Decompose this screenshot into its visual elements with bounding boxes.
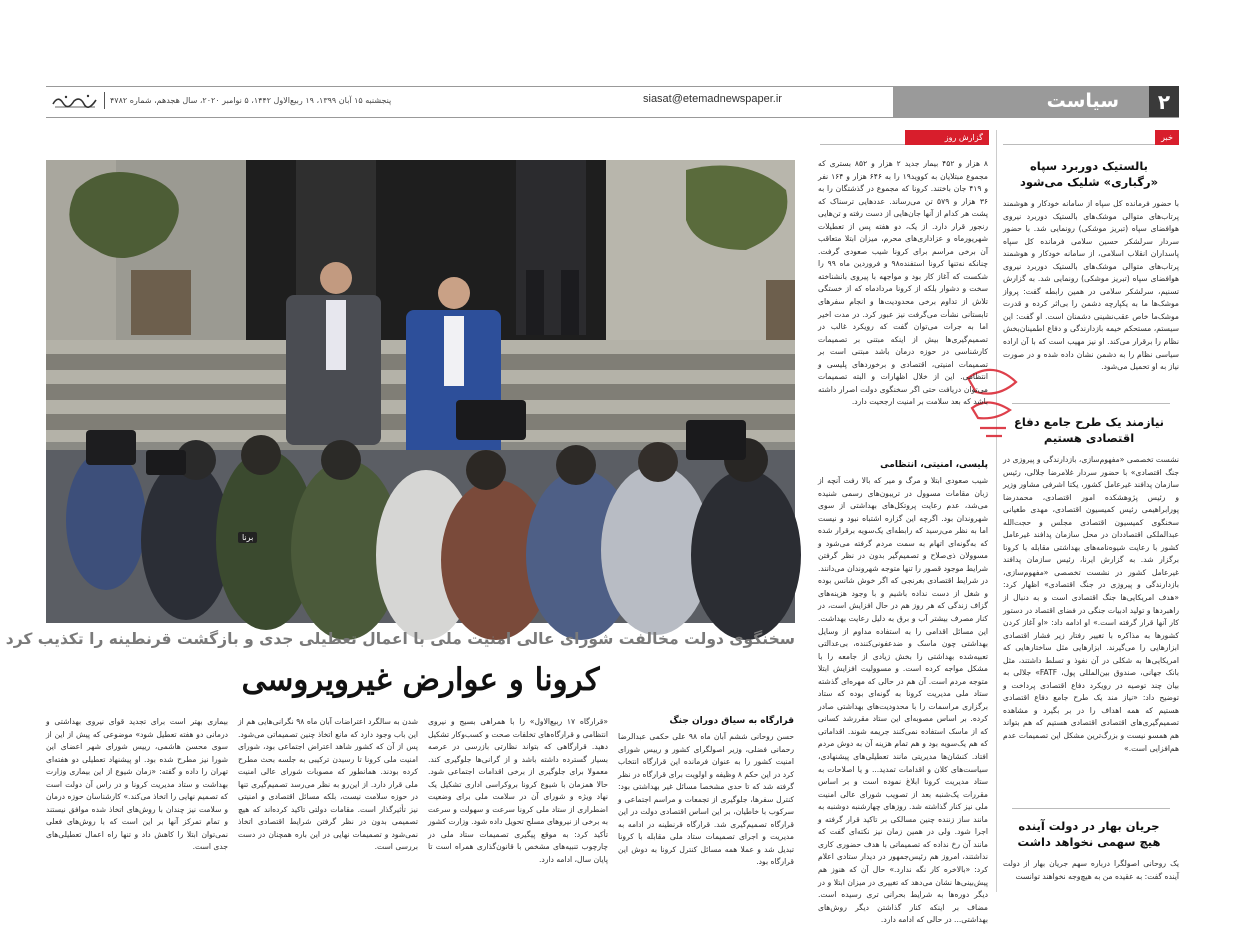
sidebar-separator — [1012, 808, 1170, 809]
sidebar-headline-1[interactable]: بالستیک دوربرد سپاه «رگباری» شلیک می‌شود — [1020, 159, 1158, 189]
bottom-col1-body: حسن روحانی ششم آبان ماه ۹۸ علی حکمی عبدالرضا رحمانی فضلی، وزیر اصولگرای کشور و رییس شورای امنیت کشور را به عنوان فرمانده این قرارگاه انتخاب کرد در این حکم ۸ وظیفه و اولویت برای قرارگاه در نظر گرفته شد که تا حدی مشخصا مسائل غیر بهداشتی بود: کنترل سفرها، جلوگیری از تجمعات و مراسم اجتماعی و سرکوب با خاطیان، بر این اساس اقتصادی دولت در این قرارگاه تصمیم‌گیری شد. قرارگاه قرنطینه در ادامه به مدیریت و اجرای تصمیمات ستاد ملی مقابله با کرونا تبدیل شد و عملا همه مسائل کنترل کرونا به دوش این قرارگاه بود. — [618, 732, 794, 867]
header-date: پنجشنبه ۱۵ آبان ۱۳۹۹، ۱۹ ربیع‌الاول ۱۴۴۲، ۵ نوامبر ۲۰۲۰، سال هجدهم، شماره ۴۷۸۲ — [110, 96, 392, 105]
section-title: سیاست — [1046, 90, 1119, 112]
sidebar-rule — [1003, 130, 1155, 145]
main-photo — [46, 160, 795, 623]
bottom-col1-subhead: قرارگاه به سیاق دوران جنگ — [669, 716, 794, 726]
bottom-col2-body: «قرارگاه ۱۷ ربیع‌الاول» را با همراهی بسیج و نیروی انتظامی و قرارگاه‌های تخلفات صحت و کسب‌وکار تشکیل دهید. قرارگاهی که بتواند نظارتی بازرسی در عرصه بسیار گسترده داشته باشد و از گرانی‌ها جلوگیری کند. معمولا برای جلوگیری از برخی اقدامات اجتماعی شود. حالا همزمان با شیوع کرونا بروکراسی اداری تشکیل یک نهاد ویژه و شورای آن در سلامت ملی برای وضعیت اضطراری از ستاد ملی کرونا سرعت و سهولت و سرعت به برخی از نیروهای مسلح تحویل داده شود. وزارت کشور تأکید کرد: به موقع پیگیری تصمیمات ستاد ملی در چارچوب تنبیه‌های مشخص با قانون‌گذاری همراه است تا پایان سال، ادامه دارد. — [428, 717, 608, 865]
newspaper-logo — [50, 92, 100, 110]
sidebar-separator — [1012, 403, 1170, 404]
page-number: ۲ — [1149, 86, 1179, 117]
column-divider — [996, 130, 997, 892]
news-label: خبر — [1155, 130, 1179, 145]
report-body-bottom: شیب صعودی ابتلا و مرگ و میر که بالا رفت آنچه از زبان مقامات مسوول در تریبون‌های رسمی شنیده می‌شد، عدم رعایت پروتکل‌های بهداشتی از سوی شهروندان بود. اگرچه این گزاره اشتباه نبود و نیست اما به نظر می‌رسید که رابطه‌ای یک‌سویه برقرار شده که به‌گونه‌ای اتهام به سمت مردم گرفته می‌شود و مسوولان ذی‌صلاح و تصمیم‌گیر بدون در نظر گرفتن شرایط موجود قصور را تنها متوجه شهروندان می‌دانند. در شرایط اقتصادی بغرنجی که اگر خوش شانس بوده و شغل از دست نداده باشیم و با وجود هزینه‌های گزاف زندگی که هر روز هم در حال افزایش است، در کنار مصرف بیشتر آب و برق به دلیل رعایت بهداشت. این مسائل اقدامی را به استفاده مداوم از وسایل بهداشتی چون ماسک و ضدعفونی‌کننده، بی‌عدالتی تعبیه‌شده بهداشتی را بخش زیادی از جامعه را با مشکل مواجه کرده است. و مسوولیت افزایش ابتلا متوجه مردم است. آن هم در حالی که مهره‌ای گذشته ستاد ملی مدیریت کرونا به گونه‌ای بوده که ستاد برگزاری مراسمات را با محدودیت‌های بهداشتی صادر کرده. بر اساس مصوبه‌ای این ستاد مقررشد کسانی که از ماسک استفاده نمی‌کنند جریمه شوند. اقداماتی که هم یک‌سویه بود و هم تمام هزینه آن به دوش مردم افتاد. کنشان‌ها مدیریتی مانند تعطیلی‌های پیشنهادی، سیاست‌های کلان و اقدامات تمدید... و یا اصلاحات به ستاد مدیریت کرونا ابلاغ نموده است و بر اساس مقررات یک‌شنبه بعد از تصویب شورای عالی امنیت ملی نیز کنار گذاشته شد. روزهای چهارشنبه دوشنبه به مانند ساز زننده چنین مسالکی بر تاکید قرار گرفته و اجرا شود. ولی در همین زمان نیز نکته‌ای گفت که مانند آن رخ نداده که تصمیماتی با هدف حضوری کاری نداشتند، امروز هم رئیس‌جمهور در دیدار ستادی اعلام کرد: «بالاخره کار نگه ندارد.» حال آن که هنوز هم پیش‌بینی‌ها نشان می‌دهد که تغییری در میزان ابتلا و در دیگر دوره‌ها به شرایط بحرانی تری رسیده است. مضاف بر اینکه کنار گذاشتن دیگر روش‌های بهداشتی... در حالی که ادامه دارد. — [818, 476, 988, 925]
sidebar-body-2: نشست تخصصی «مفهوم‌سازی، بازدارندگی و پیروزی در جنگ اقتصادی» با حضور سردار غلامرضا جلالی، رئیس سازمان پدافند غیرعامل کشور، یکتا اشرفی مشاور وزیر و رئیس پژوهشکده امور اقتصادی، محمدرضا پورابراهیمی رئیس کمیسیون اقتصادی، مهدی طغیانی سخنگوی کمیسیون اقتصادی مجلس و حجت‌الله عبدالملکی اقتصاددان در محل سازمان پدافند غیرعامل کشور با رعایت شیوه‌نامه‌های بهداشتی مقابله با کرونا برگزار شد. به گزارش ایرنا، رئیس سازمان پدافند غیرعامل کشور در نشست تخصصی «مفهوم‌سازی، بازدارندگی و پیروزی در جنگ اقتصادی» اظهار کرد: «هدف امریکایی‌ها جنگ اقتصادی است و به دنبال از راهبردها و تولید ادبیات جنگی در فضای اقتصاد در دستور کار آنها قرار گرفته است.» او ادامه داد: «او آغاز کردن کشورها به مذاکره با تغییر رفتار زیر فشار اقتصادی ابزارهایی را می‌گیرند. ابزارهایی مثل ساختارهایی که امریکایی‌ها به شکلی در آن نفوذ و تسلط داشتند، مثل بانک جهانی، صندوق بین‌المللی پول، FATF» جلالی به بیان چند توصیه در رویکرد دفاع اقتصادی پرداخت و توضیح داد: «نیاز مند یک طرح جامع دفاع اقتصادی هستیم که همه اهداف را در بر بگیرد و مشاهده تصمیم‌گیری‌های اقتصادی اقتصادی هستیم که هم بتواند هم همسو نیست و بزرگ‌ترین مشکل این تصمیمات عدم هم‌افزایی است.» — [1003, 455, 1179, 753]
sidebar-headline-2[interactable]: نیازمند یک طرح جامع دفاع اقتصادی هستیم — [1014, 415, 1164, 445]
subheadline: سخنگوی دولت مخالفت شورای عالی امنیت ملی با اعمال تعطیلی جدی و بازگشت قرنطینه را تکذیب کرد — [5, 630, 795, 648]
report-rule — [820, 130, 905, 145]
sidebar-body-3: یک روحانی اصولگرا درباره سهم جریان بهار از دولت آینده گفت: به عقیده من به هیچ‌وجه نخواهند توانست — [1003, 859, 1179, 881]
header-email[interactable]: siasat@etemadnewspaper.ir — [643, 93, 782, 105]
report-subhead: پلیسی، امنیتی، انتظامی — [880, 460, 988, 470]
sidebar-headline-3[interactable]: جریان بهار در دولت آینده هیچ سهمی نخواهد داشت — [1017, 819, 1161, 849]
report-label: گزارش روز — [905, 130, 989, 145]
report-body-top: ۸ هزار و ۴۵۲ بیمار جدید ۲ هزار و ۸۵۲ بستری که مجموع مبتلایان به کووید۱۹ را به ۶۴۶ هزار و ۱۶۴ نفر و ۴۱۹ جان باختند. کرونا که مجموع در گذشتگان را به ۳۶ هزار و ۵۷۹ تن می‌رساند. عددهایی ترسناک که پشت هر کدام از آنها جان‌هایی از دست رفته و تن‌هایی رنجور قرار دارد. از یک‌، دو هفته پس از تعطیلات شهریورماه و عزاداری‌های محرم، میزان ابتلا متعاقب آن برخی مراسم برای کرونا شیب صعودی گرفت. چنانکه نه‌تنها کرونا استفنده۹۸ و فروردین ماه ۹۹ را شکست که آغاز کار بود و مواجهه با پیروی بانشناخته سخت و دشوار بلکه از کرونا مردادماه که از خستگی تلاش از تداوم برخی محدودیت‌ها و انجام سفرهای تابستانی نشأت می‌گرفت نیز عبور کرد. در مدت اخیر اما به جرات می‌توان گفت که رویکرد غالب در تصمیم‌گیری‌ها بیش از اینکه مبتنی بر تصمیمات کارشناسی در حوزه درمان باشد مبتنی است بر تصمیمات امنیتی، اقتصادی و برخوردهای پلیسی و انتظامی. این از خلال اظهارات و البته تصمیمات می‌توان دریافت حتی اگر سخنگوی دولت اصرار داشته باشد که بعد سلامت بر امنیت ارجحیت دارد. — [818, 159, 988, 407]
headline[interactable]: کرونا و عوارض غیرویروسی — [241, 662, 600, 698]
bottom-col3-body: شدن به سالگرد اعتراضات آبان ماه ۹۸ نگرانی‌هایی هم از این باب وجود دارد که مانع اتخاذ چنین تصمیماتی می‌شود. پس از آن که کشور شاهد اعتراض اجتماعی بود، شورای امنیت ملی کرونا تا رسیدن ترکیبی به جلسه بحث مطرح کرده بودند. همانطور که مصوبات شورای عالی امنیت ملی قرار دارد. از این‌رو به نظر می‌رسد تصمیم‌گیری تنها در حوزه سلامت نیست، بلکه مسائل اقتصادی و امنیتی نیز تأثیرگذار است. مقامات دولتی تاکید کرده‌اند که هیچ تصمیمی بدون در نظر گرفتن شرایط اقتصادی اتخاذ نمی‌شود و تصمیمات نهایی در این باره همچنان در دست بررسی است. — [238, 717, 419, 852]
header-divider — [104, 92, 105, 109]
bottom-col4-body: بیماری بهتر است برای تجدید قوای نیروی بهداشتی و درمانی دو هفته تعطیل شود» موضوعی که پیش از این از سوی محسن هاشمی، رییس شورای شهر اعضای این شورا نیز مطرح شده بود. او پیشنهاد تعطیلی دو هفته‌ای تهران را داده و گفته: «زمان شیوع از این بیماری وزارت بهداشت و ستاد مدیریت کرونا و در راس آن دولت است که تصمیم نهایی را اتخاذ می‌کند.» کارشناسان حوزه درمان و سلامت نیز چندان با روش‌های اتخاذ شده موافق نیستند و تمام تمرکز آنها بر این است که با روش‌های فعلی نمی‌توان ابتلا را کاهش داد و تنها راه اعمال تعطیلی‌های جدی است. — [46, 717, 228, 852]
photo-credit-badge: برنا — [238, 532, 257, 543]
section-header — [893, 86, 1179, 118]
sidebar-body-1: با حضور فرمانده کل سپاه از سامانه خودکار و هوشمند پرتاب‌های متوالی موشک‌های بالستیک دوربرد نیروی هوافضای سپاه (تبریز موشکی) رونمایی شد. با حضور سردار سرلشکر حسین سلامی فرمانده کل سپاه پاسداران انقلاب اسلامی، از سامانه خودکار و هوشمند پرتاب‌های متوالی موشک‌های بالستیک دوربرد نیروی هوافضای سپاه (تبریز موشکی) رونمایی شد. به گزارش تسنیم، سرلشکر سلامی در همین رابطه گفت: پرواز موشک‌ها ما به یکپارچه دشمن را بی‌اثر کرده و قدرت موشک‌ما خاص عقب‌نشینی دشمنان است. او گفت: این سیستم، مستحکم خیمه بازدارندگی و دفاع اطمینان‌بخش نظام را برقرار می‌کند. او نیز مهیب است که با آن اراده سیاسی نظام را به دشمن نشان داده شده و در صورت نیاز به او تحمیل می‌شود. — [1003, 199, 1179, 372]
